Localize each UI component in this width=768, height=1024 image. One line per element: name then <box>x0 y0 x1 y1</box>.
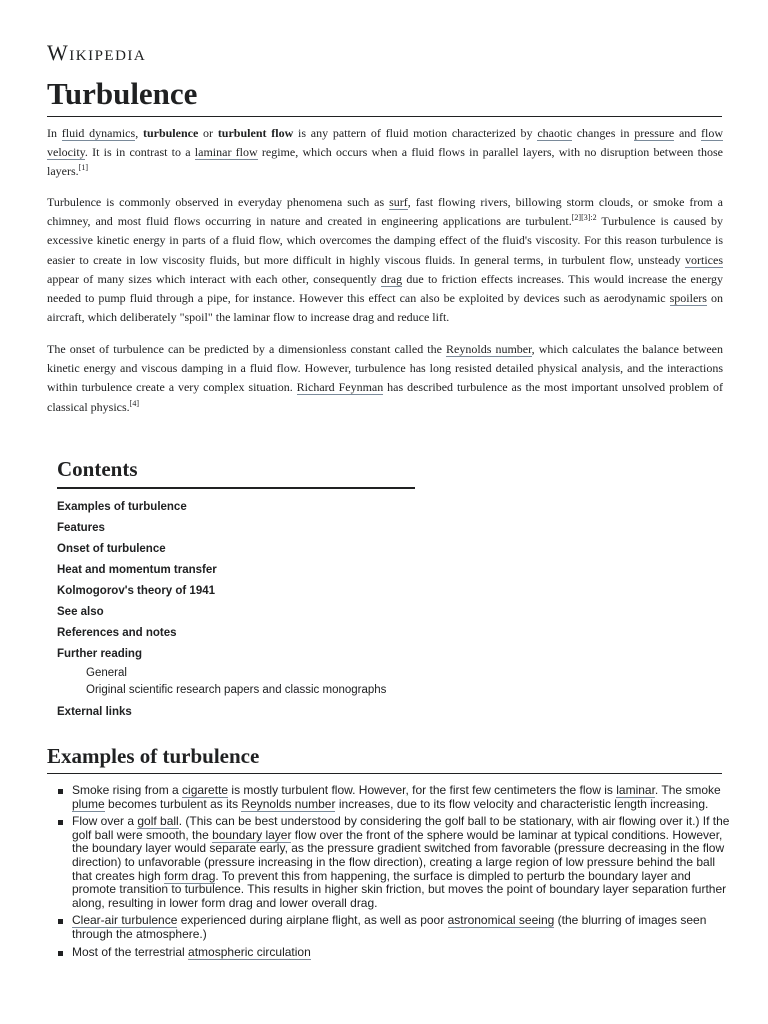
link-golf-ball[interactable]: golf ball <box>137 814 179 829</box>
citation-ref[interactable]: [4] <box>129 398 139 408</box>
toc-subitem[interactable]: Original scientific research papers and classic monographs <box>86 684 387 696</box>
toc-item[interactable]: See also <box>57 606 104 618</box>
link-reynolds-number[interactable]: Reynolds number <box>241 796 336 811</box>
list-item <box>55 914 735 941</box>
link-drag[interactable]: drag <box>380 271 403 286</box>
link-pressure[interactable]: pressure <box>634 126 675 140</box>
wikipedia-logo[interactable]: Wikipedia <box>47 40 147 65</box>
bullet-icon <box>58 951 63 956</box>
toc-title: Contents <box>57 455 415 489</box>
page-title: Turbulence <box>47 76 722 117</box>
toc-list <box>57 497 417 723</box>
citation-ref[interactable]: [1] <box>78 163 88 173</box>
link-chaotic[interactable]: chaotic <box>537 126 572 140</box>
bullet-icon <box>58 919 63 924</box>
bold-term: turbulence <box>142 126 199 140</box>
link-richard-feynman[interactable]: Richard Feynman <box>296 380 384 395</box>
toc-item[interactable]: External links <box>57 706 132 718</box>
bullet-icon <box>58 789 63 794</box>
toc-item[interactable]: References and notes <box>57 627 177 639</box>
toc-item[interactable]: Onset of turbulence <box>57 543 166 555</box>
list-item <box>55 815 735 910</box>
list-item-text: Clear-air turbulence experienced during airplane flight, as well as poor astronomical seeing (the blurring of images seen through the atmosphere.) <box>72 913 707 941</box>
link-astronomical-seeing[interactable]: astronomical seeing <box>447 913 555 928</box>
toc-item[interactable]: Further reading <box>57 648 142 660</box>
link-reynolds-number[interactable]: Reynolds number <box>446 342 532 356</box>
examples-list <box>55 784 735 963</box>
link-fluid-dynamics[interactable]: fluid dynamics <box>61 126 136 140</box>
link-atmospheric-circulation[interactable]: atmospheric circulation <box>188 944 311 959</box>
link-plume[interactable]: plume <box>72 796 105 811</box>
toc-item[interactable]: Features <box>57 522 105 534</box>
list-item <box>55 946 735 960</box>
list-item <box>55 784 735 811</box>
link-flow-velocity[interactable]: flow velocity <box>47 126 724 160</box>
link-cigarette[interactable]: cigarette <box>182 783 229 797</box>
link-form-drag[interactable]: form drag <box>164 868 216 883</box>
link-surf[interactable]: surf <box>389 195 408 209</box>
list-item-text: Most of the terrestrial atmospheric circulation <box>72 944 311 959</box>
intro-paragraph-1: In fluid dynamics, turbulence or turbulent flow is any pattern of fluid motion characterized by chaotic changes in pressure and flow velocity. It is in contrast to a laminar flow regime, which occurs when a fluid flows in parallel layers, with no disruption between those layers.[1] <box>47 126 724 179</box>
intro-paragraph-3: The onset of turbulence can be predicted by a dimensionless constant called the Reynolds number, which calculates the balance between kinetic energy and viscous damping in a fluid flow. However, turbulence has long resisted detailed physical analysis, and the interactions within turbulence create a very complex situation. Richard Feynman has described turbulence as the most important unsolved problem of classical physics.[4] <box>47 342 724 414</box>
link-boundary-layer[interactable]: boundary layer <box>212 827 292 842</box>
table-of-contents <box>57 455 417 723</box>
toc-subitem[interactable]: General <box>86 667 127 679</box>
list-item-text: Smoke rising from a cigarette is mostly turbulent flow. However, for the first few centimeters the flow is laminar. The smoke plume becomes turbulent as its Reynolds number increases, due to its flow velocity and characteristic length increasing. <box>72 783 721 811</box>
toc-item[interactable]: Examples of turbulence <box>57 501 187 513</box>
toc-item[interactable]: Kolmogorov's theory of 1941 <box>57 585 216 597</box>
link-spoilers[interactable]: spoilers <box>669 291 707 306</box>
citation-ref[interactable]: [2][3]:2 <box>571 213 597 223</box>
bullet-icon <box>58 820 63 825</box>
link-laminar-flow[interactable]: laminar flow <box>194 145 258 160</box>
section-heading-examples: Examples of turbulence <box>47 742 722 774</box>
link-laminar[interactable]: laminar <box>616 783 655 797</box>
intro-paragraph-2: Turbulence is commonly observed in everyday phenomena such as surf, fast flowing rivers, billowing storm clouds, or smoke from a chimney, and most fluid flows occurring in nature and created in engineering applications are turbulent.$^{[2][3]:2}$ Turbulence is caused by excessive kinetic energy in parts of a fluid flow, which overcomes the damping effect of the fluid's viscosity. For this reason turbulence is easier to create in low viscosity fluids, but more difficult in highly viscous fluids. In general terms, in turbulent flow, unsteady vortices appear of many sizes which interact with each other, consequently drag due to friction effects increases. This would increase the energy needed to pump fluid through a pipe, for instance. However this effect can also be exploited by devices such as aerodynamic spoilers on aircraft, which deliberately "spoil" the laminar flow to increase drag and reduce lift. <box>47 195 724 325</box>
link-clear-air-turbulence[interactable]: Clear-air turbulence <box>72 913 178 928</box>
toc-item[interactable]: Heat and momentum transfer <box>57 564 217 576</box>
list-item-text: Flow over a golf ball. (This can be best understood by considering the golf ball to be stationary, with air flowing over it.) If the golf ball were smooth, the boundary layer flow over the front of the sphere would be laminar at typical conditions. However, the boundary layer would separate early, as the pressure gradient switched from favorable (pressure decreasing in the flow direction) to unfavorable (pressure increasing in the flow direction), creating a large region of low pressure behind the ball that creates high form drag. To prevent this from happening, the surface is dimpled to perturb the boundary layer and promote transition to turbulence. This results in higher skin friction, but moves the point of boundary layer separation further along, resulting in lower form drag and lower overall drag. <box>72 814 730 910</box>
link-vortices[interactable]: vortices <box>685 252 723 267</box>
bold-term: turbulent flow <box>217 126 294 140</box>
